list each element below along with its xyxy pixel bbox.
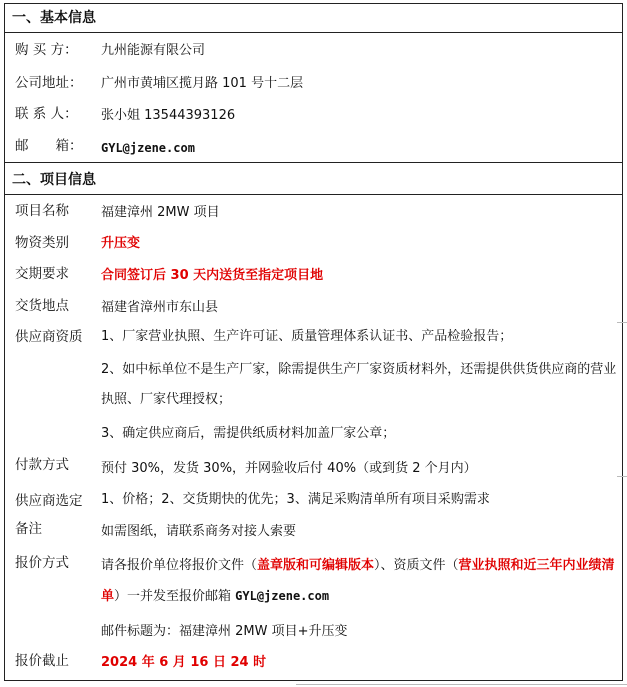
section-project-info-title: 二、项目信息 (5, 166, 622, 195)
delivery-loc-value: 福建省漳州市东山县 (101, 300, 219, 315)
material-label: 物资类别 (15, 235, 69, 251)
page-edge-mark (296, 684, 627, 685)
selection-value: 1、价格；2、交货期快的优先；3、满足采购清单所有项目采购需求 (101, 492, 490, 507)
qualification-line2: 2、如中标单位不是生产厂家，除需提供生产厂家资质材料外，还需提供供货供应商的营业执照、厂家代理授权； (101, 362, 617, 407)
quote-label: 报价方式 (15, 555, 69, 571)
quote-instruction: 请各报价单位将报价文件（盖章版和可编辑版本）、资质文件（营业执照和近三年内业绩清单）一并发至报价邮箱 GYL@jzene.com (101, 558, 615, 604)
project-name-label: 项目名称 (15, 203, 69, 219)
email-label: 邮 箱： (15, 138, 83, 154)
contact-label: 联 系 人： (15, 106, 78, 122)
payment-value: 预付 30%，发货 30%，并网验收后付 40%（或到货 2 个月内） (101, 461, 477, 476)
buyer-value: 九州能源有限公司 (101, 43, 206, 58)
contact-value: 张小姐 13544393126 (101, 108, 236, 123)
deadline-label: 报价截止 (15, 653, 69, 669)
address-label: 公司地址： (15, 75, 83, 91)
delivery-loc-label: 交货地点 (15, 298, 69, 314)
email-value[interactable]: GYL@jzene.com (101, 141, 195, 155)
section-basic-info-title: 一、基本信息 (5, 4, 622, 33)
selection-label: 供应商选定 (15, 493, 83, 509)
quotation-form (4, 3, 623, 681)
qualification-line3: 3、确定供应商后，需提供纸质材料加盖厂家公章； (101, 426, 396, 441)
payment-label: 付款方式 (15, 457, 69, 473)
address-value: 广州市黄埔区揽月路 101 号十二层 (101, 76, 304, 91)
quote-mail-subject: 邮件标题为：福建漳州 2MW 项目+升压变 (101, 624, 348, 639)
deadline-value: 2024 年 6 月 16 日 24 时 (101, 655, 267, 670)
quote-email[interactable]: GYL@jzene.com (235, 589, 330, 603)
remark-value: 如需图纸，请联系商务对接人索要 (101, 524, 297, 539)
buyer-label: 购 买 方： (15, 42, 78, 58)
qualification-label: 供应商资质 (15, 329, 83, 345)
divider (5, 162, 622, 163)
delivery-req-label: 交期要求 (15, 266, 69, 282)
qualification-line1: 1、厂家营业执照、生产许可证、质量管理体系认证书、产品检验报告； (101, 329, 513, 344)
remark-label: 备注 (15, 521, 42, 537)
project-name-value: 福建漳州 2MW 项目 (101, 205, 220, 220)
delivery-req-value: 合同签订后 30 天内送货至指定项目地 (101, 268, 324, 283)
material-value: 升压变 (101, 236, 141, 251)
page-edge-mark (617, 322, 627, 323)
page-edge-mark (617, 476, 627, 477)
